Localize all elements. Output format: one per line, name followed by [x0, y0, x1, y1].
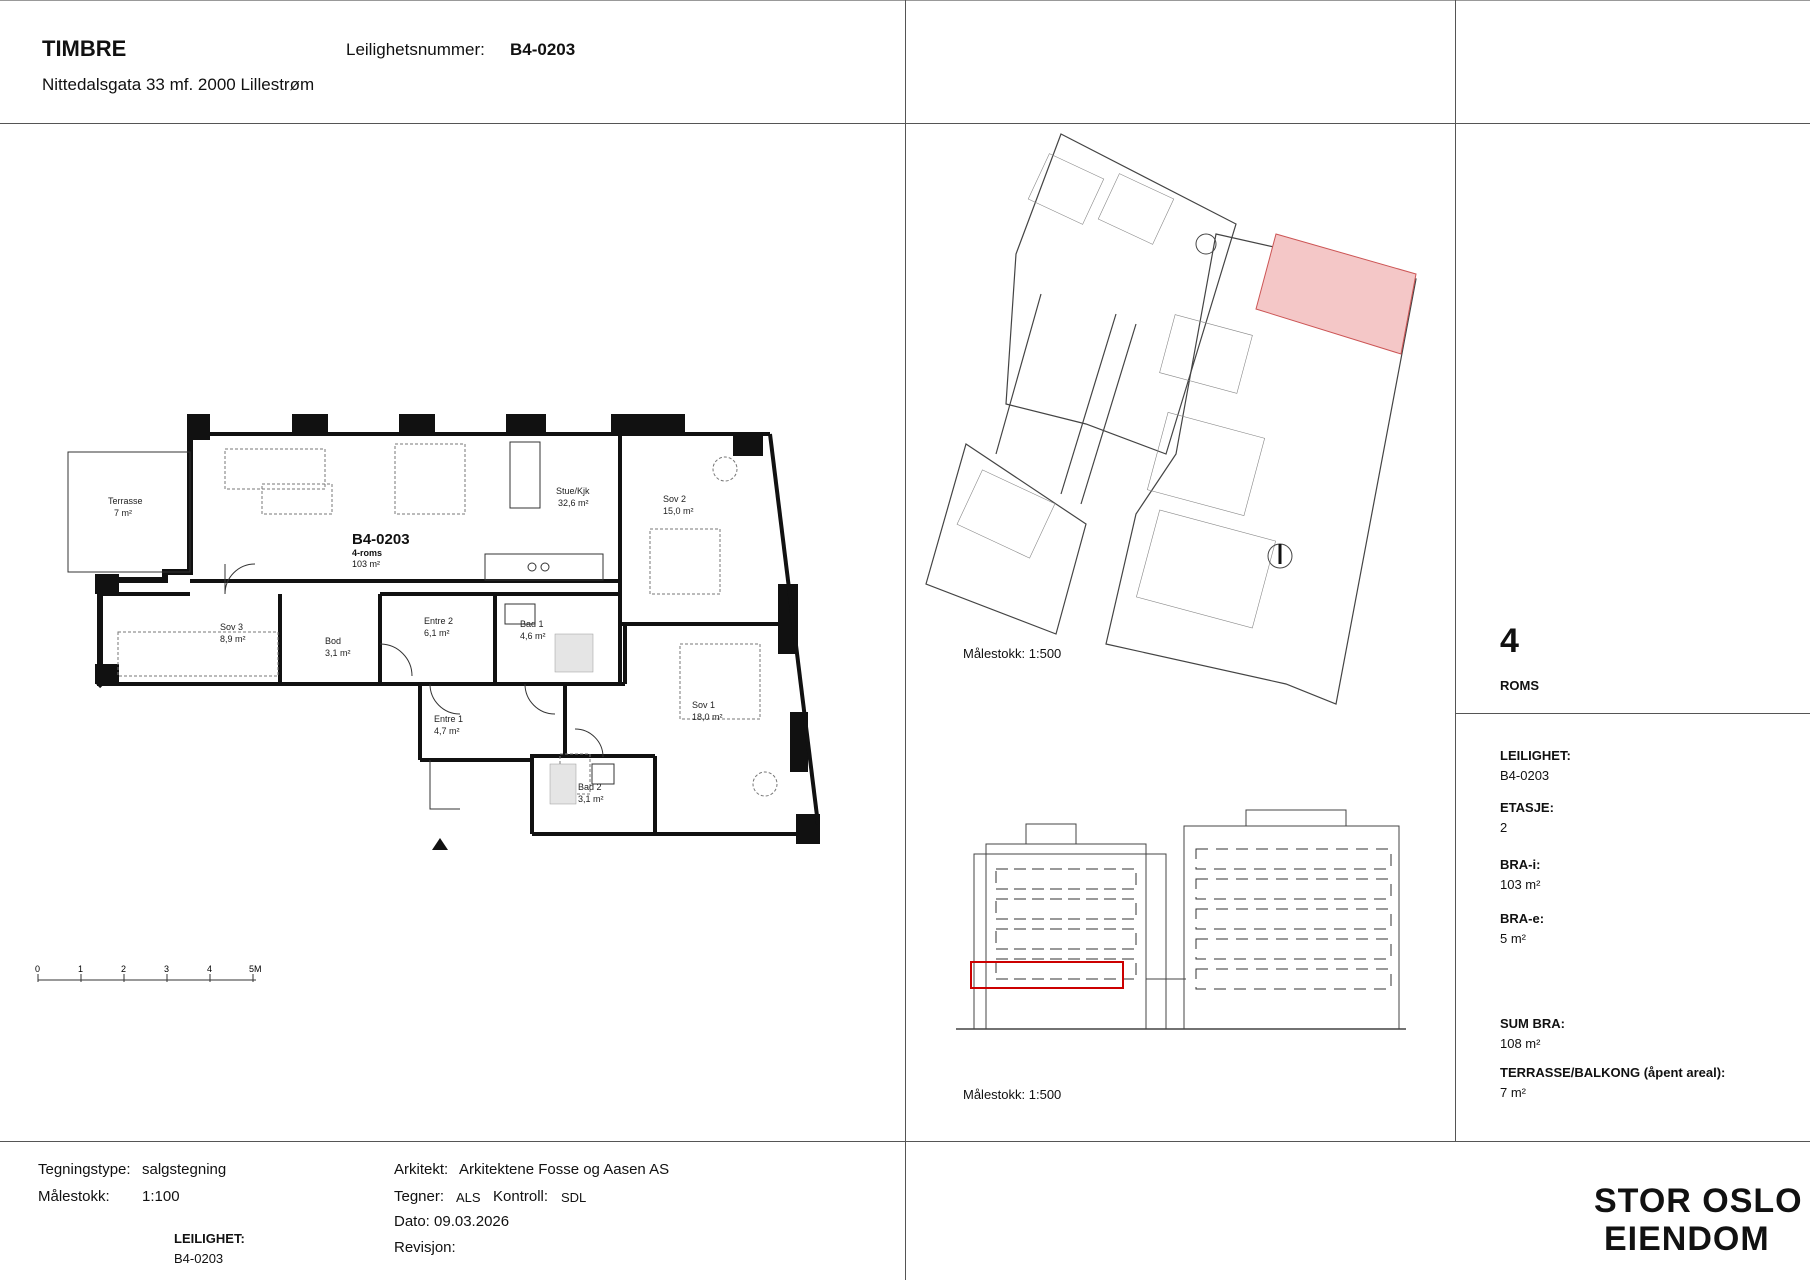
room-name-sov2: Sov 2 [663, 494, 687, 504]
scale-tick-3: 3 [164, 964, 170, 974]
room-name-sov3: Sov 3 [220, 622, 244, 632]
footer-malestokk-label: Målestokk: [38, 1188, 110, 1205]
info-brai-label: BRA-i: [1500, 857, 1541, 872]
room-area-sov1: 18,0 m² [692, 712, 723, 722]
scale-tick-0: 0 [35, 964, 41, 974]
info-brae-value: 5 m² [1500, 931, 1526, 946]
info-terrasse-label: TERRASSE/BALKONG (åpent areal): [1500, 1065, 1726, 1080]
footer-kontroll-label: Kontroll: [493, 1188, 549, 1205]
footer-leilighet-label: LEILIGHET: [174, 1231, 245, 1246]
site-plan [906, 124, 1454, 1140]
rooms-label: ROMS [1500, 678, 1539, 693]
info-leilighet-label: LEILIGHET: [1500, 748, 1571, 763]
room-area-sov2: 15,0 m² [663, 506, 694, 516]
room-area-terrasse: 7 m² [114, 508, 132, 518]
project-title: TIMBRE [42, 36, 127, 61]
footer-leilighet-value: B4-0203 [174, 1251, 224, 1266]
project-address: Nittedalsgata 33 mf. 2000 Lillestrøm [42, 75, 315, 94]
floor-plan [0, 124, 904, 1140]
unit-number-value: B4-0203 [510, 40, 576, 59]
plan-unit-type: 4-roms [352, 548, 383, 558]
logo-line1: STOR OSLO [1594, 1182, 1803, 1220]
info-etasje-value: 2 [1500, 820, 1508, 835]
site-scale-label: Målestokk: 1:500 [963, 646, 1062, 661]
room-name-terrasse: Terrasse [108, 496, 143, 506]
scale-tick-2: 2 [121, 964, 127, 974]
room-area-entre2: 6,1 m² [424, 628, 450, 638]
rooms-count: 4 [1500, 622, 1519, 660]
footer-arkitekt-value: Arkitektene Fosse og Aasen AS [459, 1161, 670, 1178]
footer-malestokk-value: 1:100 [142, 1188, 180, 1205]
footer-revisjon: Revisjon: [394, 1239, 456, 1256]
facade-scale-label: Målestokk: 1:500 [963, 1087, 1062, 1102]
info-brae-label: BRA-e: [1500, 911, 1545, 926]
footer-tegner-value: ALS [456, 1190, 481, 1205]
room-name-bad1: Bad 1 [520, 619, 544, 629]
plan-unit-id: B4-0203 [352, 531, 410, 548]
room-area-stue: 32,6 m² [558, 498, 589, 508]
logo-line2: EIENDOM [1604, 1220, 1770, 1258]
room-name-bad2: Bad 2 [578, 782, 602, 792]
footer-tegningstype-label: Tegningstype: [38, 1161, 131, 1178]
room-area-bod: 3,1 m² [325, 648, 351, 658]
footer-tegningstype-value: salgstegning [142, 1161, 227, 1178]
footer-arkitekt-label: Arkitekt: [394, 1161, 449, 1178]
info-etasje-label: ETASJE: [1500, 800, 1554, 815]
room-area-sov3: 8,9 m² [220, 634, 246, 644]
info-brai-value: 103 m² [1500, 877, 1541, 892]
info-terrasse-value: 7 m² [1500, 1085, 1526, 1100]
scale-tick-5: 5M [249, 964, 262, 974]
room-name-sov1: Sov 1 [692, 700, 716, 710]
footer-tegner-label: Tegner: [394, 1188, 445, 1205]
info-sumbra-label: SUM BRA: [1500, 1016, 1565, 1031]
footer-kontroll-value: SDL [561, 1190, 587, 1205]
scale-tick-1: 1 [78, 964, 84, 974]
room-area-bad1: 4,6 m² [520, 631, 546, 641]
room-name-entre1: Entre 1 [434, 714, 464, 724]
footer-dato: Dato: 09.03.2026 [394, 1213, 510, 1230]
info-sumbra-value: 108 m² [1500, 1036, 1541, 1051]
plan-unit-area: 103 m² [352, 559, 381, 569]
room-name-stue: Stue/Kjk [556, 486, 590, 496]
scale-tick-4: 4 [207, 964, 213, 974]
room-name-bod: Bod [325, 636, 342, 646]
info-leilighet-value: B4-0203 [1500, 768, 1550, 783]
unit-number-label: Leilighetsnummer: [346, 40, 485, 59]
room-name-entre2: Entre 2 [424, 616, 454, 626]
room-area-entre1: 4,7 m² [434, 726, 460, 736]
room-area-bad2: 3,1 m² [578, 794, 604, 804]
